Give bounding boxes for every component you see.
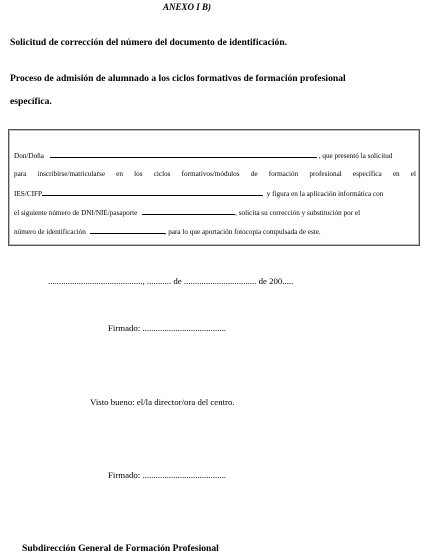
applicant-signature: Firmado: ...................................... xyxy=(108,323,227,333)
form-line-school xyxy=(14,188,416,198)
new-number-blank[interactable] xyxy=(90,226,165,234)
document-suffix-text: , solicita su corrección y substitución por el xyxy=(235,209,361,217)
form-line-new-number xyxy=(14,226,416,236)
name-label: Don/Doña xyxy=(14,152,44,160)
form-line-courses: para inscribirse/matricularse en los ciclos formativos/módulos de formación profesional específica en el xyxy=(14,170,416,178)
school-blank[interactable] xyxy=(42,188,263,196)
form-line-document xyxy=(14,207,416,217)
place-date-line: ..........................................., ........... de ................................. de 200..... xyxy=(48,276,294,286)
new-number-suffix-text: , para lo que aportación fotocopia compulsada de este. xyxy=(164,228,321,236)
document-title: Solicitud de corrección del número del documento de identificación. xyxy=(10,37,288,48)
form-line-name xyxy=(14,150,416,160)
director-approval: Visto bueno: el/la director/ora del centro. xyxy=(90,397,235,407)
process-title-line-1: Proceso de admisión de alumnado a los ciclos formativos de formación profesional xyxy=(10,73,346,84)
name-suffix-text: , que presentó la solicitud xyxy=(318,152,393,160)
document-number-blank[interactable] xyxy=(142,207,235,215)
name-blank[interactable] xyxy=(50,150,317,158)
document-label: el siguiente número de DNI/NIE/pasaporte xyxy=(14,209,138,217)
school-suffix-text: y figura en la aplicación informática con xyxy=(266,190,384,198)
school-label: IES/CIFP xyxy=(14,190,42,198)
request-form-box xyxy=(8,129,420,246)
director-signature: Firmado: ...................................... xyxy=(108,470,227,480)
annex-title: ANEXO I B) xyxy=(163,2,212,12)
new-number-label: número de identificación xyxy=(14,228,86,236)
footer-department: Subdirección General de Formación Profesional xyxy=(22,543,219,554)
process-title-line-2: específica. xyxy=(10,96,52,107)
